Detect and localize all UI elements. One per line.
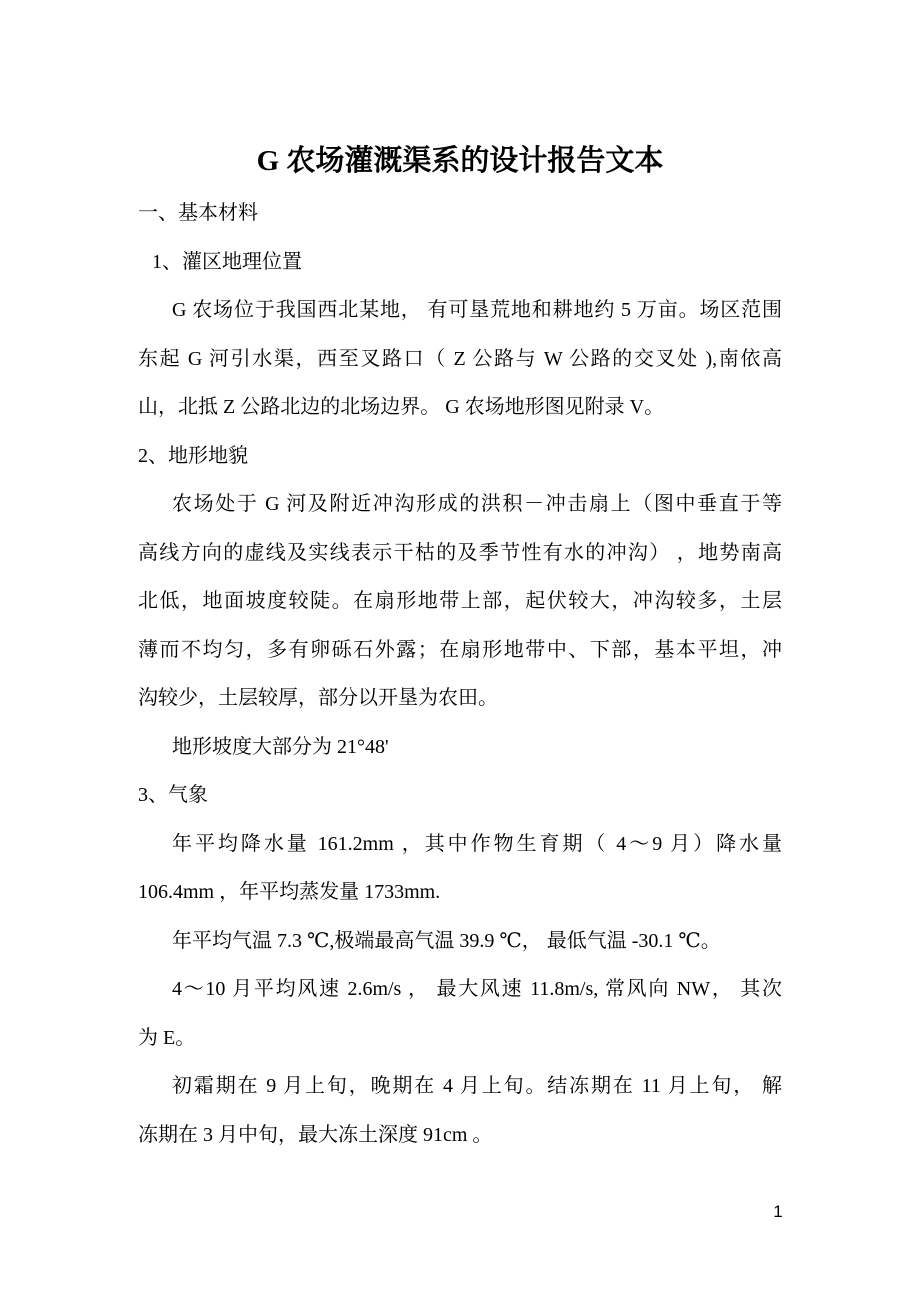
para-frost-line-2: 冻期在 3 月中旬，最大冻土深度 91cm 。 [138,1123,493,1146]
page-number: 1 [773,1202,783,1221]
para-rainfall-line-1: 年平均降水量 161.2mm ，其中作物生育期（ 4～9 月）降水量 [172,832,782,855]
document-content [138,134,782,1159]
para-slope: 地形坡度大部分为 21°48' [172,735,389,758]
para-terrain-line-3: 北低，地面坡度较陡。在扇形地带上部，起伏较大，冲沟较多，土层 [138,590,782,612]
document-title: G 农场灌溉渠系的设计报告文本 [256,145,664,177]
para-wind-line-1: 4～10 月平均风速 2.6m/s ， 最大风速 11.8m/s, 常风向 NW， 其次 [172,978,782,1000]
para-terrain-line-4: 薄而不均匀，多有卵砾石外露；在扇形地带中、下部，基本平坦，冲 [138,638,782,661]
para-location-line-3: 山，北抵 Z 公路北边的北场边界。 G 农场地形图见附录 V。 [138,396,665,418]
subheading-terrain: 2、地形地貌 [138,444,248,467]
para-terrain-line-2: 高线方向的虚线及实线表示干枯的及季节性有水的冲沟） ，地势南高 [138,541,782,564]
heading-basic-materials: 一、基本材料 [138,202,258,224]
para-wind-line-2: 为 E。 [138,1026,196,1049]
subheading-weather: 3、气象 [138,784,208,806]
para-location-line-1: G 农场位于我国西北某地， 有可垦荒地和耕地约 5 万亩。场区范围 [172,299,782,321]
para-location-line-2: 东起 G 河引水渠，西至叉路口（ Z 公路与 W 公路的交叉处 ),南依高 [138,347,782,370]
para-terrain-line-5: 沟较少，土层较厚，部分以开垦为农田。 [138,687,498,709]
para-rainfall-line-2: 106.4mm ，年平均蒸发量 1733mm. [138,881,441,903]
para-temperature: 年平均气温 7.3 ℃,极端最高气温 39.9 ℃， 最低气温 -30.1 ℃。 [172,929,721,952]
para-frost-line-1: 初霜期在 9 月上旬，晚期在 4 月上旬。结冻期在 11 月上旬， 解 [172,1075,782,1097]
subheading-irrigation-location: 1、灌区地理位置 [152,250,302,273]
para-terrain-line-1: 农场处于 G 河及附近冲沟形成的洪积－冲击扇上（图中垂直于等 [172,493,782,515]
